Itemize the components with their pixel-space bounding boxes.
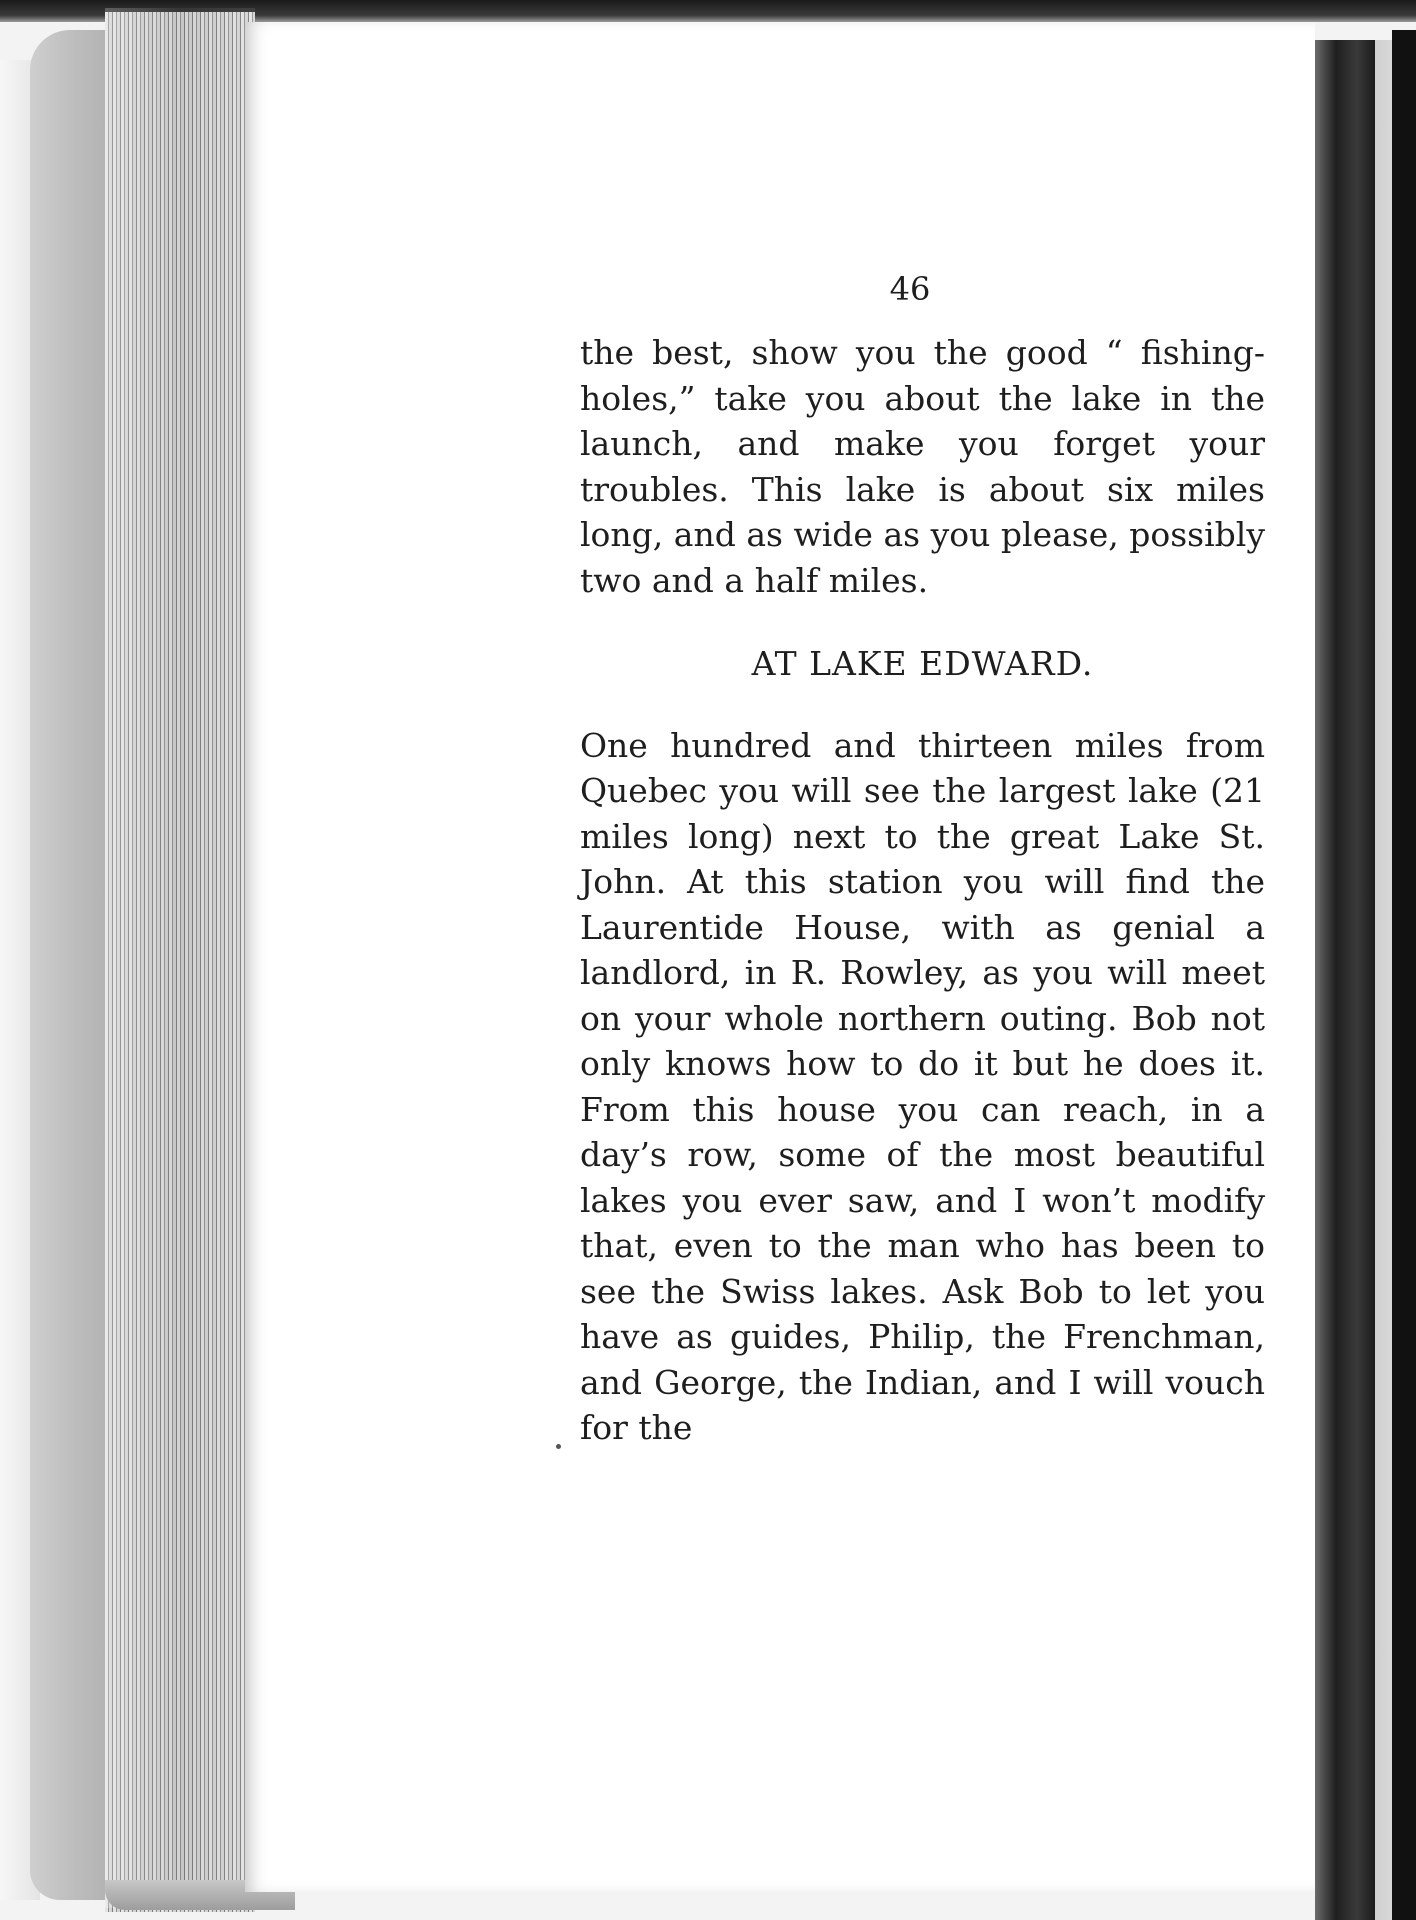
scan-right-edge	[1392, 30, 1416, 1920]
page-number-text: 46	[889, 270, 931, 308]
page-number	[0, 270, 1416, 308]
body-paragraph: One hundred and thirteen miles from Quebec you will see the largest lake (21 miles long) next to the great Lake St. John. At this station you will find the Laurentide House, with as genial a landlord, in R. Rowley, as you will meet on your whole northern outing. Bob not only knows how to do it but he does it. From this house you can reach, in a day’s row, some of the most beautiful lakes you ever saw, and I won’t modify that, even to the man who has been to see the Swiss lakes. Ask Bob to let you have as guides, Philip, the Frenchman, and George, the Indian, and I will vouch for the	[580, 725, 1265, 1447]
scan-speck	[556, 1444, 561, 1449]
section-heading: AT LAKE EDWARD.	[751, 644, 1094, 683]
page-text	[580, 330, 1265, 1451]
opening-paragraph: the best, show you the good “ fishing-holes,” take you about the lake in the launch, and make you forget your troubles. This lake is about six miles long, and as wide as you please, possibly two and a half miles.	[580, 333, 1265, 600]
book-binding-shadow	[1315, 40, 1375, 1920]
